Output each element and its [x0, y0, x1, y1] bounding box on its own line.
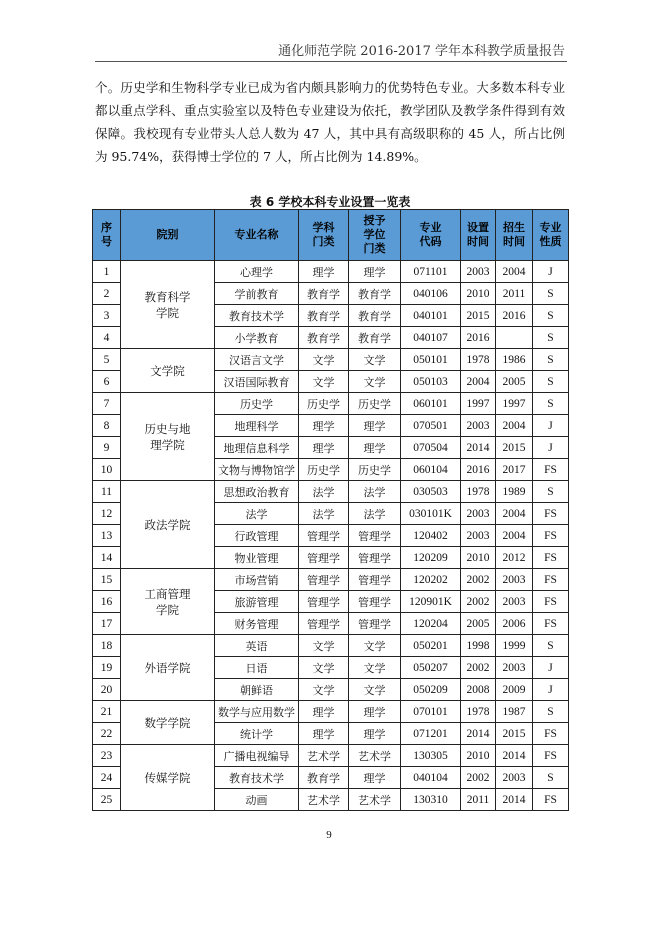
- cell-discipline: 理学: [299, 701, 349, 723]
- cell-type: S: [533, 635, 569, 657]
- cell-enroll-year: 1997: [496, 393, 533, 415]
- table-row: [93, 261, 569, 283]
- cell-setup-year: 1978: [461, 481, 496, 503]
- cell-code: 040104: [401, 767, 461, 789]
- cell-index: 12: [93, 503, 121, 525]
- cell-discipline: 文学: [299, 679, 349, 701]
- cell-setup-year: 2002: [461, 569, 496, 591]
- cell-enroll-year: 2003: [496, 657, 533, 679]
- cell-degree: 理学: [349, 723, 401, 745]
- cell-major-name: 小学教育: [215, 327, 299, 349]
- cell-major-name: 地理信息科学: [215, 437, 299, 459]
- cell-code: 040106: [401, 283, 461, 305]
- cell-enroll-year: 2006: [496, 613, 533, 635]
- cell-setup-year: 2002: [461, 657, 496, 679]
- cell-major-name: 统计学: [215, 723, 299, 745]
- cell-major-name: 财务管理: [215, 613, 299, 635]
- cell-major-name: 学前教育: [215, 283, 299, 305]
- cell-discipline: 文学: [299, 371, 349, 393]
- cell-enroll-year: 2009: [496, 679, 533, 701]
- cell-type: FS: [533, 569, 569, 591]
- cell-setup-year: 2010: [461, 547, 496, 569]
- cell-type: FS: [533, 459, 569, 481]
- table-row: [93, 701, 569, 723]
- cell-major-name: 教育技术学: [215, 767, 299, 789]
- table-row: [93, 393, 569, 415]
- cell-index: 23: [93, 745, 121, 767]
- cell-degree: 理学: [349, 261, 401, 283]
- cell-major-name: 旅游管理: [215, 591, 299, 613]
- cell-code: 070501: [401, 415, 461, 437]
- col-header-major: 专业名称: [215, 210, 299, 261]
- cell-type: FS: [533, 591, 569, 613]
- cell-type: FS: [533, 525, 569, 547]
- cell-discipline: 管理学: [299, 613, 349, 635]
- cell-major-name: 英语: [215, 635, 299, 657]
- cell-enroll-year: 2003: [496, 767, 533, 789]
- cell-index: 13: [93, 525, 121, 547]
- cell-code: 120402: [401, 525, 461, 547]
- cell-setup-year: 2010: [461, 283, 496, 305]
- col-header-enroll-year: 招生时间: [496, 210, 533, 261]
- cell-college: 传媒学院: [121, 745, 215, 811]
- cell-code: 120202: [401, 569, 461, 591]
- cell-major-name: 文物与博物馆学: [215, 459, 299, 481]
- cell-enroll-year: 1999: [496, 635, 533, 657]
- cell-enroll-year: 1989: [496, 481, 533, 503]
- cell-degree: 理学: [349, 437, 401, 459]
- cell-discipline: 教育学: [299, 327, 349, 349]
- cell-type: FS: [533, 723, 569, 745]
- cell-discipline: 管理学: [299, 569, 349, 591]
- cell-setup-year: 2010: [461, 745, 496, 767]
- cell-index: 24: [93, 767, 121, 789]
- cell-major-name: 行政管理: [215, 525, 299, 547]
- cell-enroll-year: 2004: [496, 415, 533, 437]
- cell-major-name: 广播电视编导: [215, 745, 299, 767]
- cell-code: 040107: [401, 327, 461, 349]
- cell-type: FS: [533, 745, 569, 767]
- cell-major-name: 市场营销: [215, 569, 299, 591]
- cell-setup-year: 2003: [461, 503, 496, 525]
- cell-setup-year: 2011: [461, 789, 496, 811]
- cell-degree: 文学: [349, 371, 401, 393]
- cell-setup-year: 2016: [461, 459, 496, 481]
- body-paragraph: 个。历史学和生物科学专业已成为省内颇具影响力的优势特色专业。大多数本科专业都以重点学科、重点实验室以及特色专业建设为依托，教学团队及教学条件得到有效保障。我校现有专业带头人总人数为 47 人，其中具有高级职称的 45 人，所占比例为 95.74%，获得博士学位的 7 人，所占比例为 14.89%。: [95, 80, 565, 164]
- cell-setup-year: 2002: [461, 591, 496, 613]
- cell-setup-year: 2004: [461, 371, 496, 393]
- cell-type: J: [533, 657, 569, 679]
- cell-major-name: 物业管理: [215, 547, 299, 569]
- cell-discipline: 法学: [299, 503, 349, 525]
- cell-type: S: [533, 305, 569, 327]
- cell-discipline: 艺术学: [299, 789, 349, 811]
- cell-discipline: 理学: [299, 261, 349, 283]
- cell-major-name: 日语: [215, 657, 299, 679]
- cell-code: 060104: [401, 459, 461, 481]
- cell-enroll-year: 2004: [496, 261, 533, 283]
- cell-type: S: [533, 283, 569, 305]
- cell-degree: 理学: [349, 767, 401, 789]
- cell-discipline: 教育学: [299, 305, 349, 327]
- cell-code: 050207: [401, 657, 461, 679]
- table-row: [93, 481, 569, 503]
- cell-code: 050201: [401, 635, 461, 657]
- cell-type: S: [533, 327, 569, 349]
- cell-enroll-year: 2012: [496, 547, 533, 569]
- cell-discipline: 管理学: [299, 591, 349, 613]
- cell-degree: 文学: [349, 635, 401, 657]
- cell-code: 071201: [401, 723, 461, 745]
- cell-college: 教育科学学院: [121, 261, 215, 349]
- page-number: 9: [326, 829, 332, 841]
- cell-code: 030503: [401, 481, 461, 503]
- cell-degree: 教育学: [349, 283, 401, 305]
- cell-code: 070101: [401, 701, 461, 723]
- col-header-college: 院别: [121, 210, 215, 261]
- cell-enroll-year: [496, 327, 533, 349]
- cell-enroll-year: 1987: [496, 701, 533, 723]
- cell-degree: 教育学: [349, 305, 401, 327]
- cell-discipline: 历史学: [299, 459, 349, 481]
- cell-enroll-year: 1986: [496, 349, 533, 371]
- cell-major-name: 朝鲜语: [215, 679, 299, 701]
- cell-code: 071101: [401, 261, 461, 283]
- cell-type: FS: [533, 613, 569, 635]
- cell-discipline: 管理学: [299, 525, 349, 547]
- cell-enroll-year: 2003: [496, 591, 533, 613]
- page-header: 通化师范学院 2016-2017 学年本科教学质量报告: [278, 44, 565, 59]
- table-row: [93, 349, 569, 371]
- cell-setup-year: 1978: [461, 701, 496, 723]
- body-text: [95, 76, 565, 168]
- cell-discipline: 艺术学: [299, 745, 349, 767]
- cell-code: 130305: [401, 745, 461, 767]
- col-header-discipline: 学科门类: [299, 210, 349, 261]
- table-row: [93, 569, 569, 591]
- cell-type: S: [533, 481, 569, 503]
- cell-discipline: 理学: [299, 723, 349, 745]
- cell-setup-year: 1998: [461, 635, 496, 657]
- cell-degree: 法学: [349, 503, 401, 525]
- cell-discipline: 文学: [299, 635, 349, 657]
- cell-type: FS: [533, 503, 569, 525]
- cell-setup-year: 2016: [461, 327, 496, 349]
- cell-major-name: 教育技术学: [215, 305, 299, 327]
- cell-index: 14: [93, 547, 121, 569]
- table-row: [93, 635, 569, 657]
- cell-type: FS: [533, 789, 569, 811]
- cell-code: 050101: [401, 349, 461, 371]
- table-body: [93, 261, 569, 811]
- cell-index: 19: [93, 657, 121, 679]
- col-header-degree: 授予学位门类: [349, 210, 401, 261]
- cell-enroll-year: 2014: [496, 745, 533, 767]
- cell-setup-year: 2003: [461, 261, 496, 283]
- cell-college: 外语学院: [121, 635, 215, 701]
- cell-major-name: 地理科学: [215, 415, 299, 437]
- cell-college: 数学学院: [121, 701, 215, 745]
- cell-discipline: 理学: [299, 437, 349, 459]
- cell-index: 18: [93, 635, 121, 657]
- cell-setup-year: 2014: [461, 437, 496, 459]
- cell-index: 8: [93, 415, 121, 437]
- cell-code: 120204: [401, 613, 461, 635]
- cell-code: 130310: [401, 789, 461, 811]
- cell-degree: 管理学: [349, 569, 401, 591]
- cell-setup-year: 2008: [461, 679, 496, 701]
- cell-discipline: 管理学: [299, 547, 349, 569]
- cell-enroll-year: 2003: [496, 569, 533, 591]
- cell-enroll-year: 2015: [496, 437, 533, 459]
- cell-degree: 艺术学: [349, 789, 401, 811]
- cell-type: J: [533, 415, 569, 437]
- cell-type: J: [533, 437, 569, 459]
- cell-degree: 管理学: [349, 547, 401, 569]
- cell-index: 7: [93, 393, 121, 415]
- cell-index: 2: [93, 283, 121, 305]
- cell-type: S: [533, 767, 569, 789]
- cell-index: 6: [93, 371, 121, 393]
- cell-degree: 法学: [349, 481, 401, 503]
- cell-code: 120901K: [401, 591, 461, 613]
- cell-degree: 文学: [349, 679, 401, 701]
- cell-enroll-year: 2014: [496, 789, 533, 811]
- cell-index: 17: [93, 613, 121, 635]
- cell-setup-year: 2003: [461, 415, 496, 437]
- cell-type: J: [533, 679, 569, 701]
- cell-major-name: 汉语国际教育: [215, 371, 299, 393]
- cell-discipline: 文学: [299, 349, 349, 371]
- cell-setup-year: 2005: [461, 613, 496, 635]
- cell-index: 1: [93, 261, 121, 283]
- cell-discipline: 法学: [299, 481, 349, 503]
- cell-type: S: [533, 393, 569, 415]
- col-header-code: 专业代码: [401, 210, 461, 261]
- cell-index: 9: [93, 437, 121, 459]
- cell-discipline: 历史学: [299, 393, 349, 415]
- cell-index: 22: [93, 723, 121, 745]
- cell-discipline: 理学: [299, 415, 349, 437]
- cell-code: 070504: [401, 437, 461, 459]
- cell-index: 21: [93, 701, 121, 723]
- cell-enroll-year: 2016: [496, 305, 533, 327]
- cell-setup-year: 1978: [461, 349, 496, 371]
- cell-enroll-year: 2015: [496, 723, 533, 745]
- cell-type: FS: [533, 547, 569, 569]
- cell-index: 15: [93, 569, 121, 591]
- cell-degree: 历史学: [349, 393, 401, 415]
- cell-major-name: 心理学: [215, 261, 299, 283]
- table-caption: 表 6 学校本科专业设置一览表: [249, 195, 411, 209]
- cell-type: S: [533, 371, 569, 393]
- cell-index: 11: [93, 481, 121, 503]
- cell-type: S: [533, 701, 569, 723]
- cell-index: 25: [93, 789, 121, 811]
- cell-major-name: 数学与应用数学: [215, 701, 299, 723]
- cell-enroll-year: 2005: [496, 371, 533, 393]
- cell-code: 060101: [401, 393, 461, 415]
- cell-degree: 文学: [349, 657, 401, 679]
- cell-major-name: 历史学: [215, 393, 299, 415]
- cell-college: 工商管理学院: [121, 569, 215, 635]
- cell-setup-year: 2015: [461, 305, 496, 327]
- header-rule: [95, 61, 567, 62]
- cell-college: 历史与地理学院: [121, 393, 215, 481]
- cell-setup-year: 2002: [461, 767, 496, 789]
- cell-code: 030101K: [401, 503, 461, 525]
- majors-table: [92, 209, 569, 811]
- cell-degree: 教育学: [349, 327, 401, 349]
- table-row: [93, 745, 569, 767]
- cell-enroll-year: 2004: [496, 525, 533, 547]
- cell-index: 16: [93, 591, 121, 613]
- cell-discipline: 文学: [299, 657, 349, 679]
- cell-degree: 管理学: [349, 525, 401, 547]
- cell-index: 10: [93, 459, 121, 481]
- cell-discipline: 教育学: [299, 767, 349, 789]
- cell-index: 3: [93, 305, 121, 327]
- cell-major-name: 动画: [215, 789, 299, 811]
- cell-code: 050103: [401, 371, 461, 393]
- cell-major-name: 汉语言文学: [215, 349, 299, 371]
- cell-degree: 文学: [349, 349, 401, 371]
- cell-type: J: [533, 261, 569, 283]
- cell-code: 120209: [401, 547, 461, 569]
- cell-enroll-year: 2011: [496, 283, 533, 305]
- cell-discipline: 教育学: [299, 283, 349, 305]
- cell-setup-year: 1997: [461, 393, 496, 415]
- col-header-setup-year: 设置时间: [461, 210, 496, 261]
- cell-enroll-year: 2004: [496, 503, 533, 525]
- cell-degree: 理学: [349, 415, 401, 437]
- cell-index: 5: [93, 349, 121, 371]
- cell-enroll-year: 2017: [496, 459, 533, 481]
- col-header-type: 专业性质: [533, 210, 569, 261]
- cell-major-name: 法学: [215, 503, 299, 525]
- cell-major-name: 思想政治教育: [215, 481, 299, 503]
- cell-code: 040101: [401, 305, 461, 327]
- cell-type: S: [533, 349, 569, 371]
- cell-setup-year: 2014: [461, 723, 496, 745]
- cell-degree: 历史学: [349, 459, 401, 481]
- cell-degree: 管理学: [349, 613, 401, 635]
- cell-college: 政法学院: [121, 481, 215, 569]
- cell-degree: 管理学: [349, 591, 401, 613]
- cell-code: 050209: [401, 679, 461, 701]
- cell-college: 文学院: [121, 349, 215, 393]
- cell-degree: 艺术学: [349, 745, 401, 767]
- table-header-row: [93, 210, 569, 261]
- cell-index: 20: [93, 679, 121, 701]
- cell-setup-year: 2003: [461, 525, 496, 547]
- cell-degree: 理学: [349, 701, 401, 723]
- col-header-index: 序号: [93, 210, 121, 261]
- cell-index: 4: [93, 327, 121, 349]
